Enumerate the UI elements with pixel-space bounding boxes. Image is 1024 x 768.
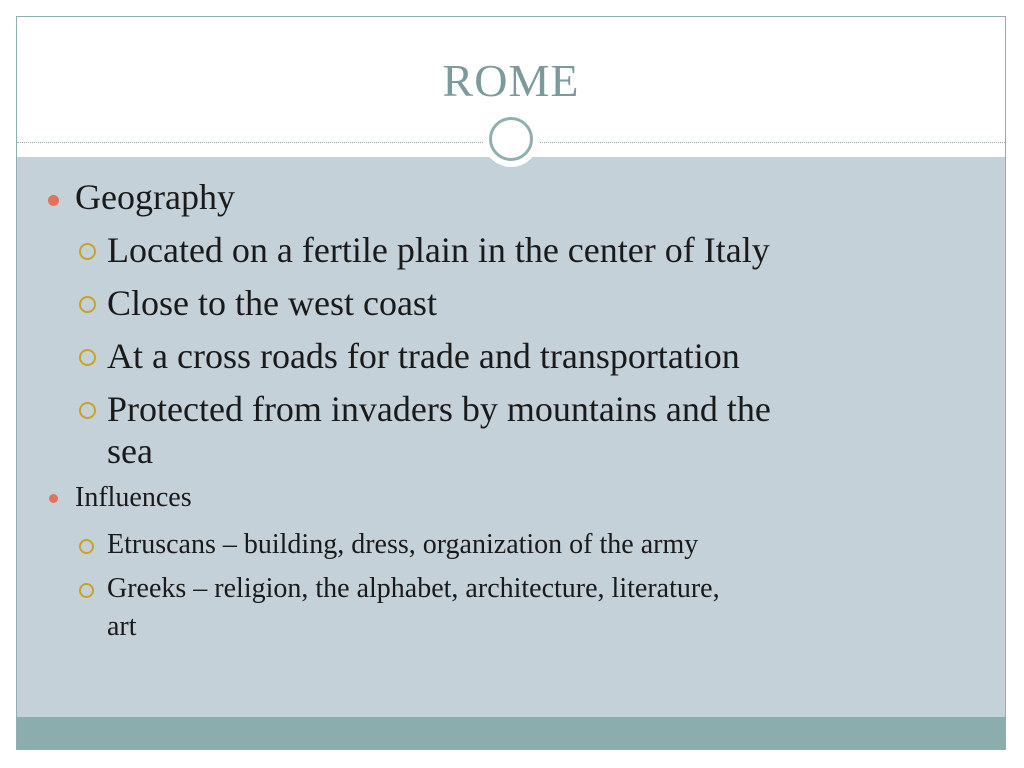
hollow-circle-bullet-icon xyxy=(79,349,96,366)
bullet-influences xyxy=(75,482,192,514)
sub-bullet xyxy=(107,573,720,605)
sub-bullet-continuation xyxy=(107,430,153,472)
sub-bullet-text: Etruscans – building, dress, organization of the army xyxy=(107,529,699,560)
sub-bullet-text: sea xyxy=(107,431,153,471)
sub-bullet xyxy=(107,229,770,271)
hollow-circle-bullet-icon xyxy=(79,583,94,598)
circle-medallion-icon xyxy=(483,111,539,167)
sub-bullet xyxy=(107,529,698,561)
hollow-circle-bullet-icon xyxy=(79,243,96,260)
hollow-circle-bullet-icon xyxy=(79,402,96,419)
slide-title: ROME xyxy=(442,55,580,106)
hollow-circle-bullet-icon xyxy=(79,296,96,313)
sub-bullet-text: Located on a fertile plain in the center of Italy xyxy=(107,230,770,270)
sub-bullet-text: Protected from invaders by mountains and the xyxy=(107,389,771,429)
slide xyxy=(16,16,1006,750)
medallion-ring xyxy=(489,117,533,161)
sub-bullet-text: At a cross roads for trade and transportation xyxy=(107,336,740,376)
sub-bullet-text: Close to the west coast xyxy=(107,283,437,323)
bullet-geography xyxy=(75,177,235,217)
sub-bullet xyxy=(107,388,771,430)
bullet-label: Geography xyxy=(75,177,235,217)
filled-circle-bullet-icon xyxy=(49,494,58,503)
sub-bullet xyxy=(107,282,437,324)
sub-bullet-text: Greeks – religion, the alphabet, architecture, literature, xyxy=(107,573,720,604)
hollow-circle-bullet-icon xyxy=(79,539,94,554)
sub-bullet xyxy=(107,335,740,377)
bullet-label: Influences xyxy=(75,482,192,513)
sub-bullet-text: art xyxy=(107,611,137,642)
sub-bullet-continuation xyxy=(107,611,137,643)
footer-bar xyxy=(17,717,1005,750)
filled-circle-bullet-icon xyxy=(48,195,59,206)
